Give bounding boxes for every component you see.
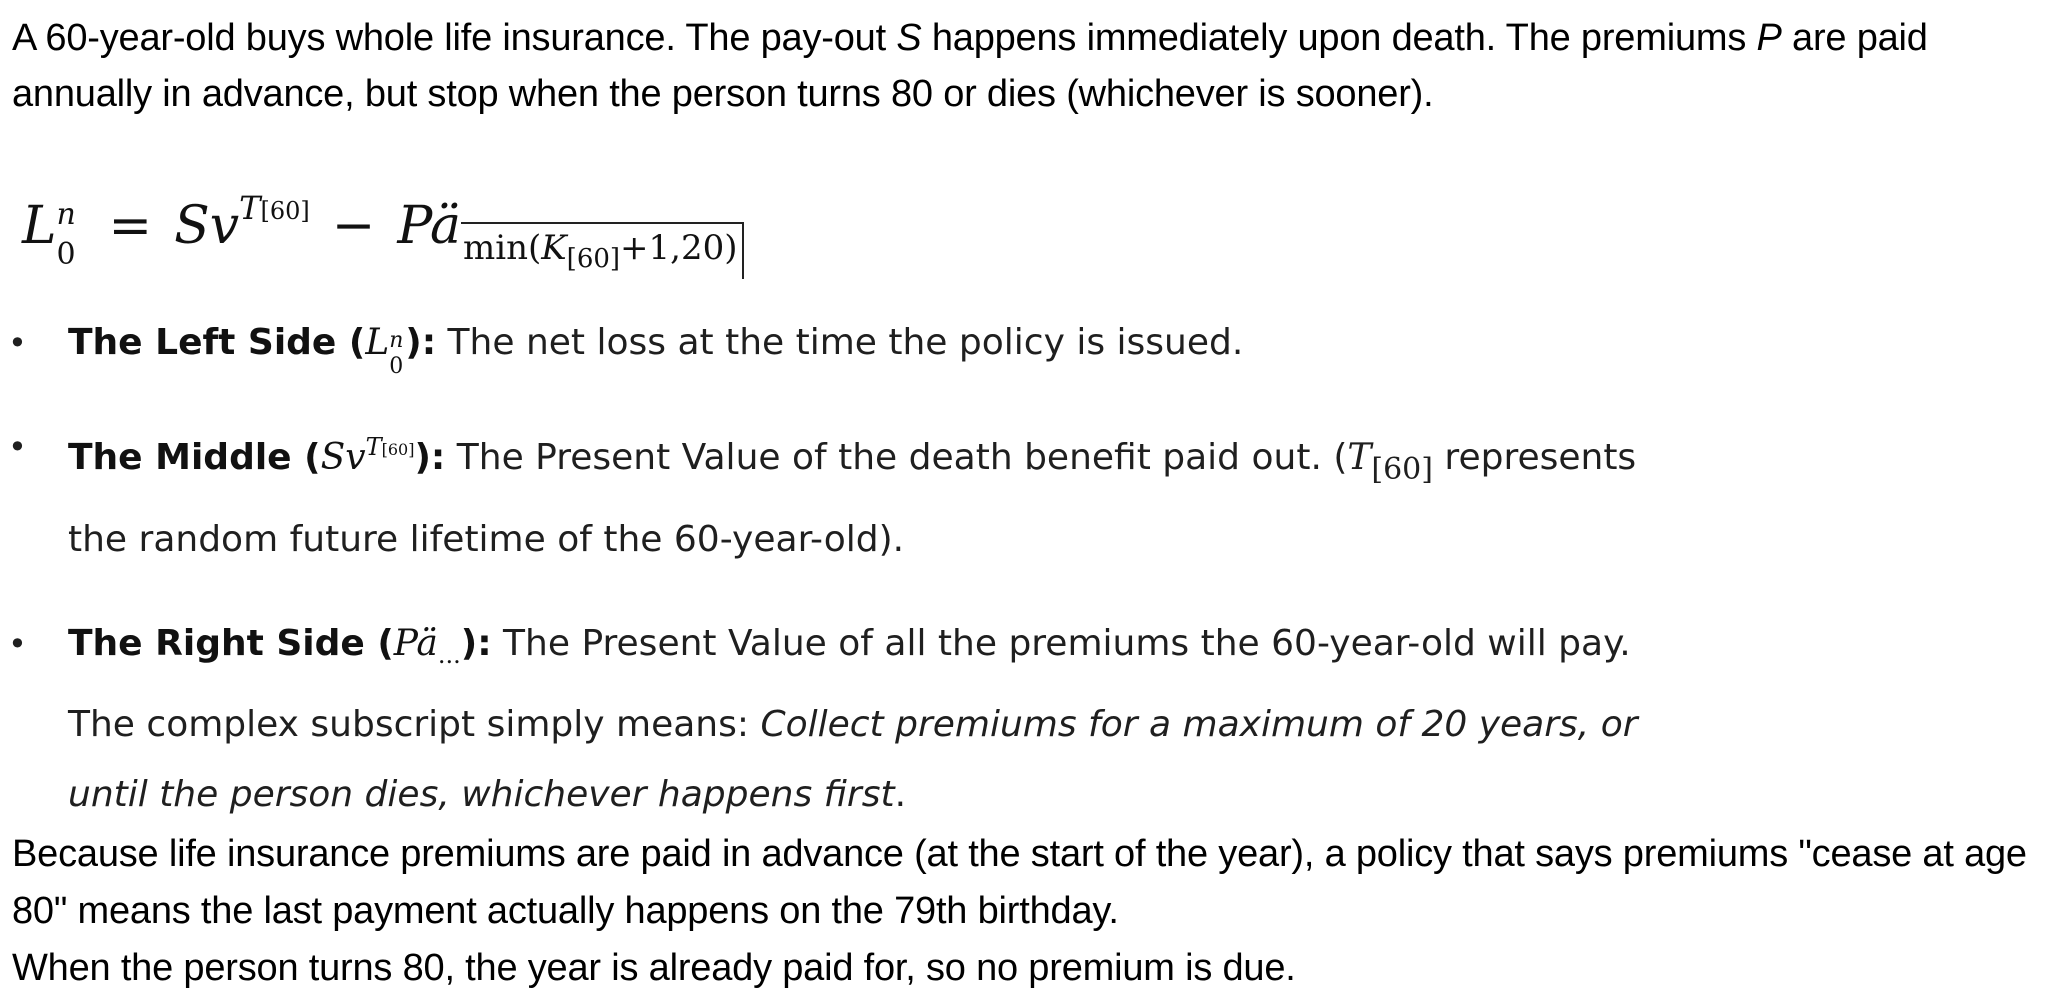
- bullet-math-base: L: [365, 322, 390, 363]
- bullet-dot: •: [8, 428, 27, 466]
- formula-benefit-base: v: [209, 196, 240, 256]
- bullet-middle: [0, 412, 1688, 575]
- intro-paragraph: [12, 10, 2062, 122]
- intro-text-3: are paid annually in advance, but stop when the person turns 80 or dies (whichever is sooner).: [12, 17, 1928, 115]
- formula-benefit-coeff: S: [174, 196, 210, 256]
- bullet-label: [68, 433, 446, 478]
- bullet-inline-math-base: T: [1347, 437, 1372, 478]
- bullet-math-base: Pä: [393, 623, 438, 664]
- bullet-inline-math: [1347, 437, 1433, 487]
- bullet-math: [320, 433, 415, 478]
- bullet-list: [0, 308, 2066, 864]
- loss-formula: [22, 168, 744, 288]
- bullet-italic-text: Collect premiums for a maximum of 20 years, or until the person dies, whichever happens first: [68, 704, 1638, 815]
- bullet-math-sup: n: [389, 328, 404, 353]
- formula-equals: =: [108, 196, 153, 256]
- bullet-label: [68, 623, 492, 669]
- formula-lhs: L: [22, 196, 57, 256]
- bullet-math-sup-sub: [60]: [381, 440, 415, 459]
- bullet-label-close: ):: [414, 437, 446, 478]
- intro-var-s: S: [896, 17, 922, 59]
- formula-term-k: K: [541, 228, 567, 268]
- bullet-text: The Present Value of the death benefit paid out. (: [445, 437, 1348, 478]
- bullet-text-continued: represents the random future lifetime of the 60-year-old).: [68, 437, 1637, 560]
- bullet-math-sub: ...: [437, 641, 461, 669]
- formula-annuity-angle: [461, 222, 744, 279]
- formula-minus: −: [331, 196, 376, 256]
- intro-var-p: P: [1756, 17, 1782, 59]
- bullet-math: [365, 322, 405, 379]
- outro-line-2: When the person turns 80, the year is already paid for, so no premium is due.: [12, 947, 1296, 989]
- bullet-inline-math-sub: [60]: [1371, 452, 1433, 487]
- intro-text-1: A 60-year-old buys whole life insurance. The pay-out: [12, 17, 897, 59]
- intro-text-2: happens immediately upon death. The premiums: [921, 17, 1757, 59]
- bullet-dot: •: [8, 625, 27, 663]
- formula-term-prefix: min(: [462, 228, 542, 268]
- formula-benefit-exp: T: [239, 189, 261, 227]
- bullet-text: The Present Value of all the premiums the 60-year-old will pay. The complex subscript simply means:: [68, 623, 1631, 745]
- bullet-label-text: The Left Side (: [68, 322, 366, 363]
- bullet-math: [393, 623, 461, 669]
- formula-lhs-scripts: [56, 197, 87, 272]
- bullet-label-close: ):: [460, 623, 492, 664]
- formula-term-suffix: +1,20): [620, 228, 738, 268]
- formula-lhs-sup: n: [56, 197, 76, 232]
- bullet-text-end: .: [894, 774, 907, 815]
- bullet-label: [68, 322, 437, 379]
- bullet-math-base: Sv: [320, 437, 366, 478]
- formula-benefit-exp-sub: [60]: [260, 197, 310, 225]
- bullet-left-side: [0, 308, 1688, 378]
- formula-term-k-sub: [60]: [566, 244, 621, 274]
- bullet-math-sub: 0: [389, 354, 404, 379]
- bullet-text: The net loss at the time the policy is issued.: [436, 322, 1244, 363]
- bullet-dot: •: [8, 324, 27, 362]
- bullet-label-close: ):: [405, 322, 437, 363]
- formula-annuity-term: [461, 228, 744, 274]
- bullet-label-text: The Right Side (: [68, 623, 394, 664]
- bullet-math-scripts: [389, 328, 405, 379]
- outro-paragraph: [12, 826, 2062, 997]
- bullet-math-sup: [366, 433, 415, 461]
- outro-line-1: Because life insurance premiums are paid in advance (at the start of the year), a policy that says premiums "cease at age 80" means the last payment actually happens on the 79th birthday.: [12, 833, 2027, 932]
- bullet-math-sup-base: T: [365, 433, 382, 461]
- bullet-right-side: [0, 609, 1688, 830]
- formula-lhs-sub: 0: [56, 237, 76, 272]
- formula-annuity-symbol: ä: [429, 196, 461, 256]
- bullet-label-text: The Middle (: [68, 437, 321, 478]
- formula-benefit-exponent: [239, 189, 310, 227]
- formula-premium-coeff: P: [397, 196, 430, 256]
